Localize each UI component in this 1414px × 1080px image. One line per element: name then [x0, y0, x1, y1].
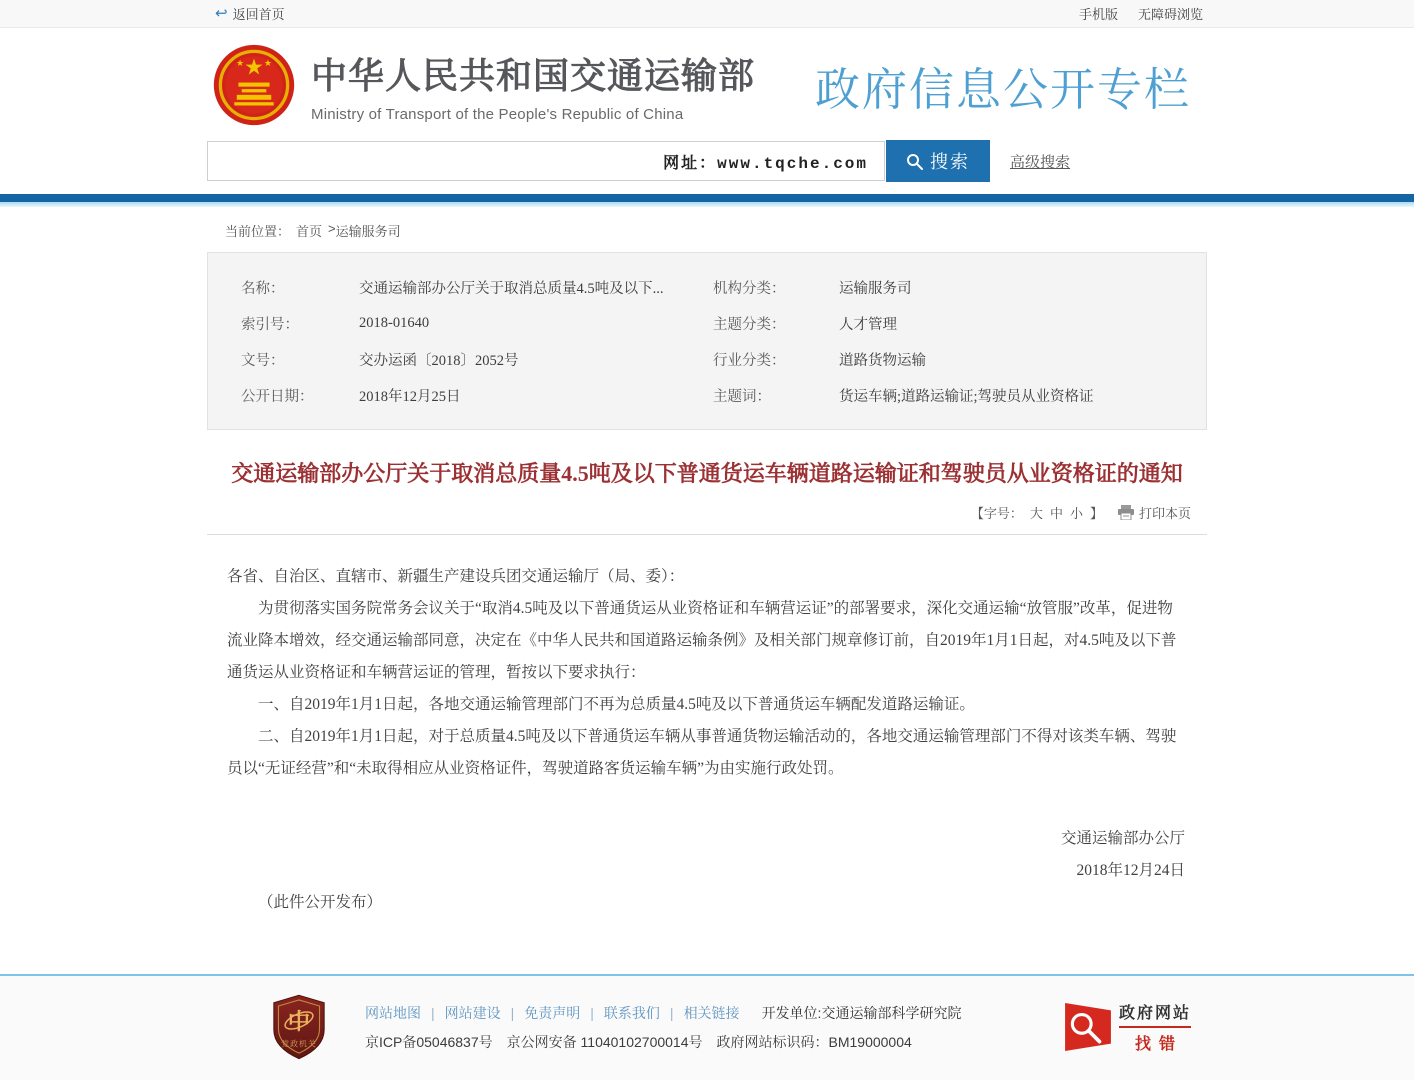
svg-text:★: ★ — [236, 58, 244, 68]
meta-label-keywords: 主题词： — [713, 388, 771, 405]
meta-value-industry-category: 道路货物运输 — [839, 352, 926, 369]
meta-value-keywords: 货运车辆;道路运输证;驾驶员从业资格证 — [839, 388, 1094, 405]
meta-label-index-no: 索引号： — [241, 316, 299, 333]
divider-bar-dark — [0, 194, 1414, 202]
footer-link-separator: | — [431, 1004, 435, 1021]
site-footer — [0, 974, 1414, 1080]
back-arrow-icon: ↩ — [215, 5, 228, 22]
footer-link-related[interactable]: 相关链接 — [683, 1004, 740, 1021]
svg-text:★: ★ — [244, 57, 264, 78]
meta-value-index-no: 2018-01640 — [359, 314, 430, 331]
national-emblem-logo — [213, 44, 295, 126]
meta-label-name: 名称： — [241, 280, 285, 297]
search-bar — [207, 140, 1207, 182]
back-home-link[interactable] — [207, 4, 285, 23]
breadcrumb — [207, 221, 1207, 240]
breadcrumb-label: 当前位置： — [225, 224, 291, 239]
meta-value-topic-category: 人才管理 — [839, 316, 897, 333]
signature-org: 交通运输部办公厅 — [1060, 830, 1185, 847]
error-report-text — [1119, 1000, 1191, 1054]
search-icon — [906, 153, 923, 170]
brand[interactable] — [207, 44, 755, 126]
meta-value-org-category: 运输服务司 — [839, 280, 912, 297]
font-size-small-button[interactable]: 小 — [1069, 506, 1083, 521]
meta-label-topic-category: 主题分类： — [713, 316, 786, 333]
footer-text — [365, 1003, 961, 1052]
error-report-line2: 找错 — [1134, 1036, 1183, 1053]
svg-text:中: 中 — [287, 1008, 311, 1034]
footer-link-separator: | — [590, 1004, 594, 1021]
meta-label-publish-date: 公开日期： — [241, 388, 314, 405]
footer-link-disclaimer[interactable]: 免责声明 — [524, 1004, 581, 1021]
font-size-label-open: 【字号： — [970, 506, 1023, 521]
site-title-en: Ministry of Transport of the People's Republic of China — [311, 105, 684, 123]
document-title: 交通运输部办公厅关于取消总质量4.5吨及以下普通货运车辆道路运输证和驾驶员从业资格证的通知 — [231, 461, 1183, 486]
meta-label-industry-category: 行业分类： — [713, 352, 786, 369]
footer-link-contact[interactable]: 联系我们 — [603, 1004, 660, 1021]
footer-site-code: 政府网站标识码：BM19000004 — [716, 1033, 912, 1050]
error-report-magnifier-icon — [1065, 1002, 1111, 1052]
article-paragraph: 为贯彻落实国务院常务会议关于“取消4.5吨及以下普通货运从业资格证和车辆营运证”的部署要求，深化交通运输“放管服”改革，促进物流业降本增效，经交通运输部同意，决定在《中华人民共和国道路运输条例》及相关部门规章修订前，自2019年1月1日起，对4.5吨及以下普通货运从业资格证和车辆营运证的管理，暂按以下要求执行： — [227, 600, 1177, 681]
footer-developer: 开发单位:交通运输部科学研究院 — [761, 1004, 962, 1021]
footer-links — [365, 1003, 961, 1023]
meta-value-name: 交通运输部办公厅关于取消总质量4.5吨及以下... — [359, 280, 664, 297]
site-title-cn: 中华人民共和国交通运输部 — [311, 54, 756, 96]
meta-value-doc-no: 交办运函〔2018〕2052号 — [359, 352, 519, 369]
search-button-label: 搜索 — [930, 152, 970, 172]
search-input[interactable] — [207, 141, 885, 181]
section-title: 政府信息公开专栏 — [814, 63, 1191, 115]
font-size-large-button[interactable]: 大 — [1029, 506, 1043, 521]
meta-label-org-category: 机构分类： — [713, 280, 786, 297]
font-size-medium-button[interactable]: 中 — [1049, 506, 1063, 521]
signature-block — [227, 823, 1187, 887]
breadcrumb-current-link[interactable]: 运输服务司 — [335, 224, 401, 239]
font-size-label-close: 】 — [1089, 506, 1103, 521]
footer-link-separator: | — [669, 1004, 674, 1021]
print-page-button[interactable] — [1118, 503, 1191, 522]
print-page-label: 打印本页 — [1138, 506, 1191, 521]
article-tools — [207, 503, 1207, 535]
footer-legal — [365, 1032, 961, 1052]
party-government-badge[interactable] — [271, 994, 327, 1060]
meta-label-doc-no: 文号： — [241, 352, 285, 369]
top-utility-bar — [0, 0, 1414, 28]
article-salutation: 各省、自治区、直辖市、新疆生产建设兵团交通运输厅（局、委）： — [227, 568, 685, 585]
signature-date: 2018年12月24日 — [1076, 862, 1185, 879]
article-paragraph: 一、自2019年1月1日起，各地交通运输管理部门不再为总质量4.5吨及以下普通货运车辆配发道路运输证。 — [258, 696, 975, 713]
breadcrumb-home-link[interactable]: 首页 — [296, 224, 323, 239]
site-header — [0, 28, 1414, 194]
back-home-label: 返回首页 — [232, 7, 285, 22]
svg-text:★: ★ — [264, 58, 272, 68]
article-body — [207, 561, 1207, 955]
search-button[interactable] — [886, 140, 990, 182]
printer-icon — [1118, 505, 1134, 520]
accessibility-link[interactable]: 无障碍浏览 — [1137, 7, 1203, 22]
main-content — [0, 207, 1414, 974]
public-release-note: （此件公开发布） — [258, 894, 383, 911]
mobile-version-link[interactable]: 手机版 — [1078, 7, 1118, 22]
footer-link-separator: | — [510, 1004, 515, 1021]
article-paragraph: 二、自2019年1月1日起，对于总质量4.5吨及以下普通货运车辆从事普通货物运输活动的，各地交通运输管理部门不得对该类车辆、驾驶员以“无证经营”和“未取得相应从业资格证件，驾驶道路客货运输车辆”为由实施行政处罚。 — [227, 728, 1177, 777]
brand-text — [311, 48, 755, 123]
meta-value-publish-date: 2018年12月25日 — [359, 388, 461, 405]
footer-link-construction[interactable]: 网站建设 — [444, 1004, 501, 1021]
party-government-badge-label: 党政机关 — [281, 1039, 317, 1049]
footer-police-record: 京公网安备 11040102700014号 — [506, 1033, 703, 1050]
document-metadata-box — [207, 252, 1207, 430]
footer-link-sitemap[interactable]: 网站地图 — [365, 1004, 421, 1021]
error-report-line1: 政府网站 — [1119, 1000, 1191, 1028]
footer-icp: 京ICP备05046837号 — [365, 1033, 493, 1050]
gov-site-error-report-badge[interactable] — [1065, 1000, 1191, 1054]
breadcrumb-separator: > — [328, 221, 336, 236]
advanced-search-link[interactable]: 高级搜索 — [1010, 153, 1071, 171]
